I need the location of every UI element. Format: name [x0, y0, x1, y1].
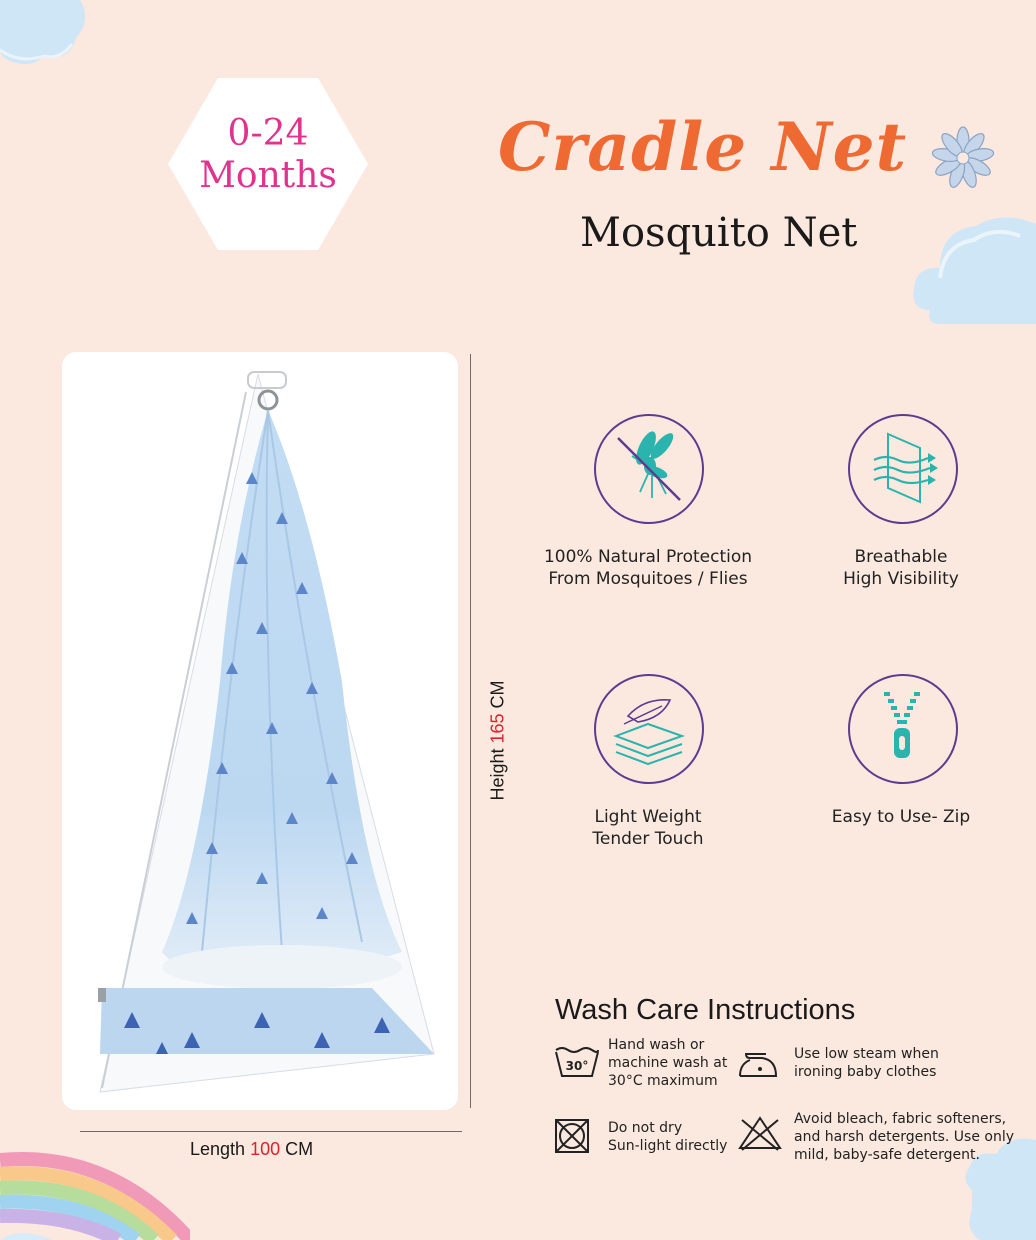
- wash-text-no-dry: Do not dry Sun-light directly: [608, 1120, 728, 1154]
- wash-text-iron: Use low steam when ironing baby clothes: [794, 1046, 939, 1080]
- length-label: Length 100 CM: [190, 1139, 314, 1159]
- wash-text-no-bleach: Avoid bleach, fabric softeners, and harsh detergents. Use only mild, baby-safe detergent.: [794, 1111, 1015, 1163]
- age-range-text: 0-24: [227, 113, 309, 154]
- rainbow-icon: [0, 1130, 190, 1240]
- feature-text-zip: Easy to Use- Zip: [831, 807, 971, 827]
- wash-care-title: Wash Care Instructions: [555, 994, 856, 1026]
- length-dimension-line: [80, 1131, 462, 1132]
- product-title: Cradle Net: [498, 108, 908, 186]
- cloud-right-icon: [910, 200, 1036, 330]
- length-value: 100: [250, 1139, 281, 1159]
- zipper-icon: [858, 684, 948, 774]
- feature-text-protection: 100% Natural Protection From Mosquitoes / Flies: [543, 547, 753, 589]
- flower-icon: [928, 126, 998, 190]
- mosquito-icon: [604, 424, 694, 514]
- no-bleach-icon: [736, 1114, 784, 1152]
- iron-low-icon: [736, 1046, 780, 1080]
- airflow-icon: [858, 424, 948, 514]
- feather-icon: [604, 684, 694, 774]
- no-tumble-dry-icon: [554, 1118, 590, 1154]
- feature-text-breathable: Breathable High Visibility: [843, 547, 959, 589]
- product-subtitle: Mosquito Net: [580, 210, 858, 256]
- cradle-net-image: [62, 352, 458, 1110]
- age-unit-text: Months: [199, 155, 337, 196]
- wash-text-hand-wash: Hand wash or machine wash at 30°C maximum: [608, 1037, 728, 1089]
- feature-text-lightweight: Light Weight Tender Touch: [592, 807, 704, 849]
- height-value: 165: [487, 713, 508, 744]
- height-dimension-line: [470, 354, 471, 1108]
- height-label: Height 165 CM: [487, 680, 508, 801]
- cloud-top-left-icon: [0, 0, 90, 70]
- wash-30-icon: [554, 1044, 600, 1080]
- wash-temp-badge: 30°: [565, 1059, 589, 1073]
